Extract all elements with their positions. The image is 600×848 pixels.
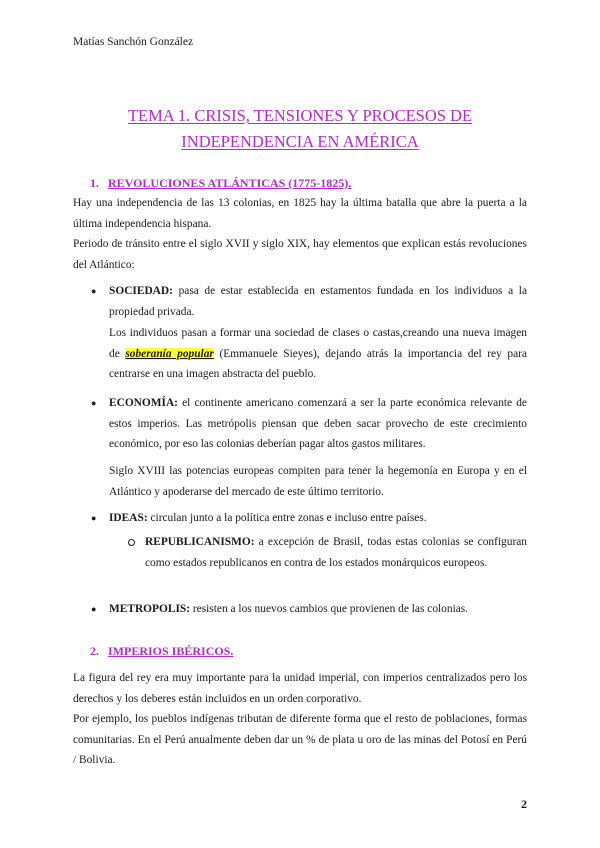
author-header: Matías Sanchón González bbox=[73, 36, 194, 48]
title-line-2: INDEPENDENCIA EN AMÉRICA bbox=[181, 132, 419, 151]
sociedad-extra-after: (Emmanuele Sieyes), dejando atrás la importancia del rey para centrarse en una imagen abstracta del pueblo. bbox=[109, 347, 527, 380]
bullet-sociedad-label: SOCIEDAD: bbox=[109, 285, 173, 297]
section-1-number: 1. bbox=[90, 176, 99, 190]
sub-bullet-republicanismo bbox=[145, 532, 527, 573]
bullet-metropolis bbox=[109, 599, 527, 620]
document-title bbox=[73, 103, 527, 155]
sub-bullet-republicanismo-text: a excepción de Brasil, todas estas colonias se configuran como estados republicanos en contra de los estados monárquicos europeos. bbox=[145, 536, 527, 569]
section-2-title: IMPERIOS IBÉRICOS. bbox=[108, 644, 234, 658]
section-1-title: REVOLUCIONES ATLÁNTICAS (1775-1825). bbox=[108, 176, 352, 190]
bullet-icon: ● bbox=[91, 398, 97, 408]
bullet-sociedad bbox=[109, 281, 527, 322]
sub-bullet-republicanismo-label: REPUBLICANISMO: bbox=[145, 536, 255, 548]
bullet-ideas-text: circulan junto a la política entre zonas e incluso entre países. bbox=[147, 512, 427, 524]
bullet-ideas-label: IDEAS: bbox=[109, 512, 148, 524]
bullet-metropolis-label: METROPOLIS: bbox=[109, 603, 191, 615]
bullet-icon: ● bbox=[91, 286, 97, 296]
bullet-icon: ● bbox=[91, 513, 97, 523]
section-1-heading bbox=[90, 176, 351, 191]
bullet-economia-text: el continente americano comenzará a ser la parte económica relevante de estos imperios. Las metrópolis piensan que deben sacar provecho de este crecimiento económico, por eso las colonias deberían pagar altos gastos militares. bbox=[109, 397, 527, 450]
section-2-paragraph-2: Por ejemplo, los pueblos indígenas tributan de diferente forma que el resto de poblaciones, formas comunitarias. En el Perú anualmente deben dar un % de plata u oro de las minas del Potosí en Perú / Bolivia. bbox=[73, 713, 527, 766]
bullet-metropolis-text: resisten a los nuevos cambios que provienen de las colonias. bbox=[190, 603, 469, 615]
section-2-heading bbox=[90, 644, 233, 659]
bullet-icon: ● bbox=[91, 604, 97, 614]
sub-bullet-circle-icon bbox=[128, 539, 135, 546]
title-line-1: TEMA 1. CRISIS, TENSIONES Y PROCESOS DE bbox=[127, 106, 473, 125]
bullet-economia-continued: Siglo XVIII las potencias europeas compiten para tener la hegemonía en Europa y en el Atlántico y apoderarse del mercado de este último territorio. bbox=[109, 465, 527, 498]
bullet-economia-label: ECONOMÍA: bbox=[109, 397, 178, 409]
section-1-paragraph-1: Hay una independencia de las 13 colonias, en 1825 hay la última batalla que abre la puerta a la última independencia hispana. bbox=[73, 197, 527, 230]
bullet-economia bbox=[109, 393, 527, 455]
highlighted-term: soberanía popular bbox=[125, 347, 214, 360]
sociedad-extra-text: Los individuos pasan a formar una sociedad de clases o castas,creando una nueva imagen de bbox=[109, 327, 527, 360]
bullet-sociedad-text: pasa de estar establecida en estamentos fundada en los individuos a la propiedad privada. bbox=[109, 285, 527, 318]
section-2-paragraph-1: La figura del rey era muy importante para la unidad imperial, con imperios centralizados pero los derechos y los deberes están incluidos en un orden corporativo. bbox=[73, 672, 527, 705]
section-2-number: 2. bbox=[90, 644, 99, 658]
section-1-paragraph-2: Periodo de tránsito entre el siglo XVII y siglo XIX, hay elementos que explican estás revoluciones del Atlántico: bbox=[73, 238, 527, 271]
page-number: 2 bbox=[521, 797, 527, 811]
bullet-ideas bbox=[109, 508, 527, 529]
bullet-sociedad-continued bbox=[109, 323, 527, 385]
